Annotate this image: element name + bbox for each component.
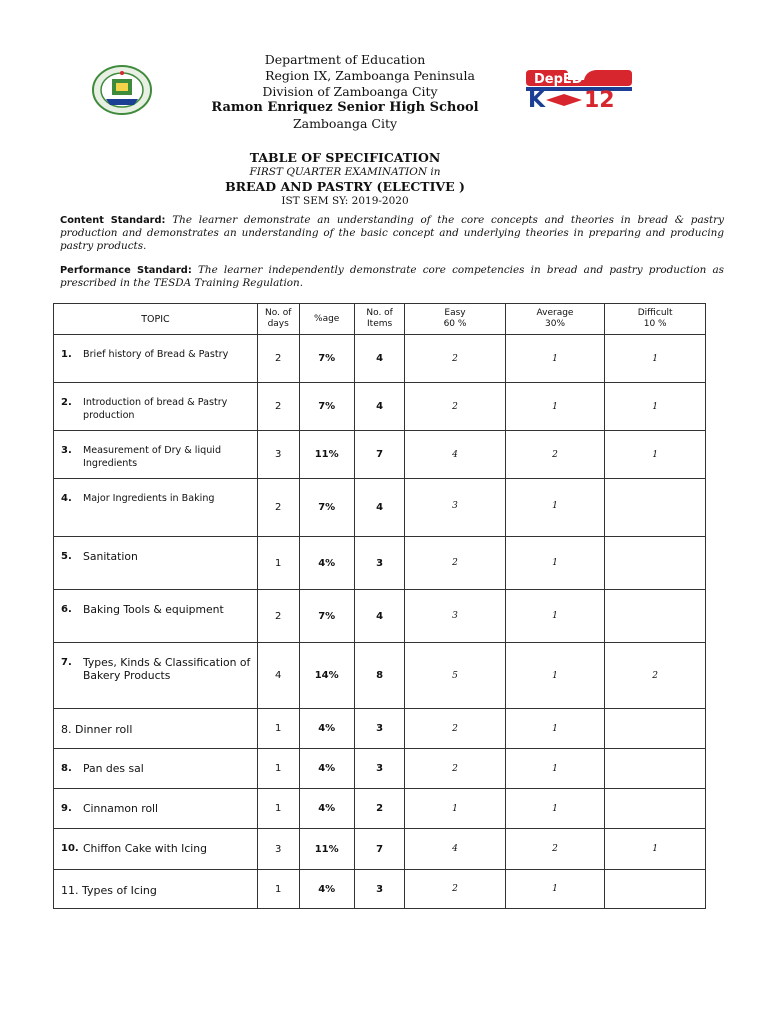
items-cell: 3: [354, 749, 404, 789]
difficult-cell: [605, 590, 706, 643]
topic-number: 1.: [61, 349, 72, 360]
difficult-cell: 1: [605, 431, 706, 479]
topic-label: Measurement of Dry & liquid Ingredients: [83, 445, 222, 469]
easy-cell: 2: [405, 870, 505, 909]
topic-cell: [54, 335, 258, 383]
content-standard: [60, 214, 724, 253]
items-cell: 4: [354, 479, 404, 537]
difficult-cell: 1: [605, 383, 706, 431]
table-header-row: [54, 304, 706, 335]
average-cell: 1: [505, 383, 605, 431]
topic-label: Major Ingredients in Baking: [83, 493, 215, 504]
table-row: [54, 431, 706, 479]
easy-cell: 4: [405, 431, 505, 479]
topic-number: 6.: [61, 604, 72, 615]
items-cell: 3: [354, 870, 404, 909]
doc-title: TABLE OF SPECIFICATION: [249, 150, 441, 165]
topic-cell: [54, 383, 258, 431]
easy-cell: 3: [405, 590, 505, 643]
topic-number: 3.: [61, 445, 72, 456]
percentage-cell: 7%: [299, 590, 354, 643]
average-cell: 2: [505, 431, 605, 479]
days-cell: 3: [257, 829, 299, 870]
city-line: Zamboanga City: [292, 116, 398, 131]
header-easy: [405, 304, 505, 335]
subject-line: BREAD AND PASTRY (ELECTIVE ): [225, 179, 465, 194]
table-row: [54, 335, 706, 383]
percentage-cell: 14%: [299, 643, 354, 709]
difficult-cell: 2: [605, 643, 706, 709]
dept-line: Department of Education: [264, 52, 426, 67]
average-cell: 1: [505, 335, 605, 383]
table-row: [54, 383, 706, 431]
header-days: No. of days: [257, 304, 299, 335]
days-cell: 4: [257, 643, 299, 709]
difficult-cell: 1: [605, 829, 706, 870]
difficult-cell: [605, 789, 706, 829]
header-average-pct: 30%: [545, 319, 566, 329]
average-cell: 1: [505, 643, 605, 709]
table-row: [54, 829, 706, 870]
topic-cell: [54, 479, 258, 537]
content-standard-label: Content Standard:: [60, 215, 166, 226]
topic-number: 8.: [61, 763, 72, 774]
difficult-cell: [605, 870, 706, 909]
topic-cell: [54, 829, 258, 870]
topic-cell: [54, 431, 258, 479]
performance-standard-label: Performance Standard:: [60, 265, 192, 276]
topic-number: 5.: [61, 551, 72, 562]
average-cell: 2: [505, 829, 605, 870]
average-cell: 1: [505, 537, 605, 590]
days-cell: 3: [257, 431, 299, 479]
easy-cell: 4: [405, 829, 505, 870]
easy-cell: 2: [405, 749, 505, 789]
days-cell: 1: [257, 709, 299, 749]
specification-table: [53, 303, 706, 909]
school-name: Ramon Enriquez Senior High School: [211, 100, 479, 115]
topic-cell: [54, 643, 258, 709]
topic-number: 9.: [61, 803, 72, 814]
header-average-label: Average: [536, 308, 574, 318]
average-cell: 1: [505, 870, 605, 909]
table-row: [54, 537, 706, 590]
exam-line: FIRST QUARTER EXAMINATION in: [249, 166, 441, 178]
deped-k12-logo-icon: [524, 66, 634, 108]
items-cell: 2: [354, 789, 404, 829]
performance-standard: [60, 264, 724, 290]
items-cell: 4: [354, 590, 404, 643]
topic-label: Sanitation: [83, 550, 138, 563]
percentage-cell: 7%: [299, 383, 354, 431]
items-cell: 4: [354, 335, 404, 383]
items-cell: 3: [354, 709, 404, 749]
topic-cell: [54, 590, 258, 643]
table-row: [54, 479, 706, 537]
division-seal-icon: [92, 65, 152, 115]
easy-cell: 2: [405, 537, 505, 590]
percentage-cell: 4%: [299, 870, 354, 909]
table-row: [54, 749, 706, 789]
topic-label: Brief history of Bread & Pastry: [83, 349, 229, 360]
header-topic: TOPIC: [54, 304, 258, 335]
topic-label: Cinnamon roll: [83, 802, 159, 815]
topic-cell: [54, 537, 258, 590]
percentage-cell: 4%: [299, 709, 354, 749]
topic-number: 7.: [61, 657, 72, 668]
days-cell: 2: [257, 335, 299, 383]
topic-number: 4.: [61, 493, 72, 504]
items-cell: 4: [354, 383, 404, 431]
topic-label: Pan des sal: [83, 762, 144, 775]
header-easy-pct: 60 %: [443, 319, 467, 329]
division-line: Division of Zamboanga City: [262, 84, 438, 99]
header-difficult: [605, 304, 706, 335]
region-line: Region IX, Zamboanga Peninsula: [265, 68, 475, 83]
easy-cell: 1: [405, 789, 505, 829]
easy-cell: 2: [405, 383, 505, 431]
easy-cell: 5: [405, 643, 505, 709]
days-cell: 1: [257, 789, 299, 829]
items-cell: 7: [354, 431, 404, 479]
svg-text:12: 12: [584, 88, 615, 108]
days-cell: 1: [257, 870, 299, 909]
easy-cell: 3: [405, 479, 505, 537]
topic-number: 10.: [61, 843, 79, 854]
topic-label: Chiffon Cake with Icing: [83, 842, 207, 855]
days-cell: 2: [257, 590, 299, 643]
topic-label: 11. Types of Icing: [61, 884, 157, 897]
topic-label: 8. Dinner roll: [61, 723, 133, 736]
average-cell: 1: [505, 590, 605, 643]
topic-cell: [54, 749, 258, 789]
title-block: [0, 150, 768, 208]
percentage-cell: 7%: [299, 335, 354, 383]
table-row: [54, 709, 706, 749]
content-standard-text: The learner demonstrate an understanding of the core concepts and theories in bread & pastry production and demonstrates an understanding of the basic concept and underlying theories in preparing and producing pastry products.: [60, 214, 724, 252]
average-cell: 1: [505, 789, 605, 829]
svg-text:DepED: DepED: [534, 72, 583, 87]
days-cell: 1: [257, 749, 299, 789]
header-average: [505, 304, 605, 335]
table-row: [54, 590, 706, 643]
header-difficult-label: Difficult: [637, 308, 673, 318]
percentage-cell: 4%: [299, 749, 354, 789]
semester-line: IST SEM SY: 2019-2020: [281, 195, 409, 207]
difficult-cell: [605, 479, 706, 537]
difficult-cell: 1: [605, 335, 706, 383]
days-cell: 1: [257, 537, 299, 590]
difficult-cell: [605, 749, 706, 789]
svg-text:K: K: [528, 88, 546, 108]
percentage-cell: 4%: [299, 537, 354, 590]
header-pct: %age: [299, 304, 354, 335]
topic-cell: [54, 789, 258, 829]
easy-cell: 2: [405, 335, 505, 383]
difficult-cell: [605, 537, 706, 590]
topic-cell: [54, 870, 258, 909]
average-cell: 1: [505, 749, 605, 789]
percentage-cell: 7%: [299, 479, 354, 537]
items-cell: 7: [354, 829, 404, 870]
letterhead: [0, 0, 768, 130]
average-cell: 1: [505, 479, 605, 537]
table-row: [54, 789, 706, 829]
average-cell: 1: [505, 709, 605, 749]
header-difficult-pct: 10 %: [643, 319, 667, 329]
header-items: No. of Items: [354, 304, 404, 335]
days-cell: 2: [257, 383, 299, 431]
topic-label: Introduction of bread & Pastry production: [83, 397, 228, 421]
topic-label: Types, Kinds & Classification of Bakery Products: [83, 656, 251, 682]
topic-cell: [54, 709, 258, 749]
days-cell: 2: [257, 479, 299, 537]
percentage-cell: 11%: [299, 431, 354, 479]
items-cell: 8: [354, 643, 404, 709]
percentage-cell: 4%: [299, 789, 354, 829]
table-row: [54, 643, 706, 709]
performance-standard-text: The learner independently demonstrate core competencies in bread and pastry production as prescribed in the TESDA Training Regulation.: [60, 264, 724, 289]
topic-label: Baking Tools & equipment: [83, 603, 224, 616]
header-easy-label: Easy: [444, 308, 466, 318]
difficult-cell: [605, 709, 706, 749]
percentage-cell: 11%: [299, 829, 354, 870]
items-cell: 3: [354, 537, 404, 590]
table-row: [54, 870, 706, 909]
topic-number: 2.: [61, 397, 72, 408]
easy-cell: 2: [405, 709, 505, 749]
